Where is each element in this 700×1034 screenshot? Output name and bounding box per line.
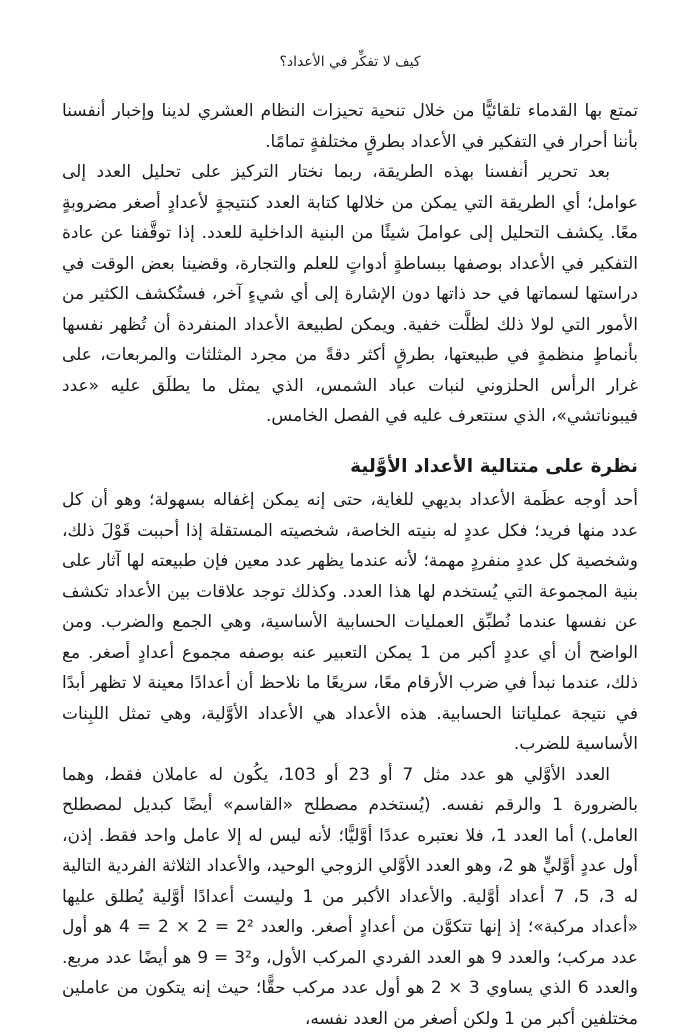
intro-paragraph-continuation: تمتع بها القدماء تلقائيًّا من خلال تنحية تحيزات النظام العشري لدينا وإخبار أنفسنا بأننا أحرار في التفكير في الأعداد بطرقٍ مختلفةٍ تمامًا. [62, 96, 638, 157]
intro-paragraph-factorization: بعد تحرير أنفسنا بهذه الطريقة، ربما نختار التركيز على تحليل العدد إلى عوامل؛ أي الطريقة التي يمكن من خلالها كتابة العدد كنتيجةٍ لأعدادٍ أصغر مضروبةٍ معًا. يكشف التحليل إلى عواملَ شيئًا من البنية الداخلية للعدد. إذا توقَّفنا عن عادة التفكير في الأعداد بوصفها ببساطةٍ أدواتٍ للعلم والتجارة، وقضينا بعض الوقت في دراستها لسماتها في حد ذاتها دون الإشارة إلى أي شيءٍ آخر، فستُكشف الكثير من الأمور التي لولا ذلك لظلَّت خفية. ويمكن لطبيعة الأعداد المنفردة أن تُظهر نفسها بأنماطٍ منظمةٍ في طبيعتها، بطرقٍ أكثر دقةً من مجرد المثلثات والمربعات، على غرار الرأس الحلزوني لنبات عباد الشمس، الذي يمثل ما يطلَق عليه «عدد فيبوناتشي»، الذي سنتعرف عليه في الفصل الخامس. [62, 157, 638, 432]
section-paragraph-prime-definition: العدد الأوَّلي هو عدد مثل 7 أو 23 أو 103، يكُون له عاملان فقط، وهما بالضرورة 1 والرقم نفسه. (يُستخدم مصطلح «القاسم» أيضًا كبديل لمصطلح العامل.) أما العدد 1، فلا نعتبره عددًا أوَّليًّا؛ لأنه ليس له إلا عامل واحد فقط. إذن، أول عددٍ أوَّليٍّ هو 2، وهو العدد الأوَّلي الزوجي الوحيد، والأعداد الثلاثة الفردية التالية له 3، 5، 7 أعداد أوَّلية. والأعداد الأكبر من 1 وليست أعدادًا أوَّلية يُطلق عليها «أعداد مركبة»؛ إذ إنها تتكوَّن من أعدادٍ أصغر. والعدد 2² = 2 × 2 = 4 هو أول عدد مركب؛ والعدد 9 هو العدد الفردي المركب الأول، و3² = 9 هو أيضًا عدد مربع. والعدد 6 الذي يساوي 3 × 2 هو أول عدد مركب حقًّا؛ حيث إنه يتكون من عاملين مختلفين أكبر من 1 ولكن أصغر من العدد نفسه، [62, 760, 638, 1034]
section-text-block [62, 485, 638, 1034]
section-heading: نظرة على متتالية الأعداد الأوَّلية [62, 453, 638, 481]
section-paragraph-uniqueness: أحد أوجه عظَمة الأعداد بديهي للغاية، حتى إنه يمكن إغفاله بسهولة؛ وهو أن كل عدد منها فريد؛ فكل عددٍ له بنيته الخاصة، شخصيته المستقلة إذا أحببت قَوْلَ ذلك، وشخصية كل عددٍ منفردٍ مهمة؛ لأنه عندما يظهر عدد معين فإن طبيعته لها آثار على بنية المجموعة التي يُستخدم لها هذا العدد. وكذلك توجد علاقات بين الأعداد تكشف عن نفسها عندما نُطبِّق العمليات الحسابية الأساسية، وهي الجمع والضرب. ومن الواضح أن أي عددٍ أكبر من 1 يمكن التعبير عنه بوصفه مجموع أعدادٍ أصغر. مع ذلك، عندما نبدأ في ضرب الأرقام معًا، سريعًا ما نلاحظ أن أعدادًا معينة لا تظهر أبدًا في نتيجة عملياتنا الحسابية. هذه الأعداد هي الأعداد الأوَّلية، وهي تمثل اللبِنات الأساسية للضرب. [62, 485, 638, 760]
intro-text-block [62, 96, 638, 432]
running-header: كيف لا تفكِّر في الأعداد؟ [0, 52, 700, 72]
